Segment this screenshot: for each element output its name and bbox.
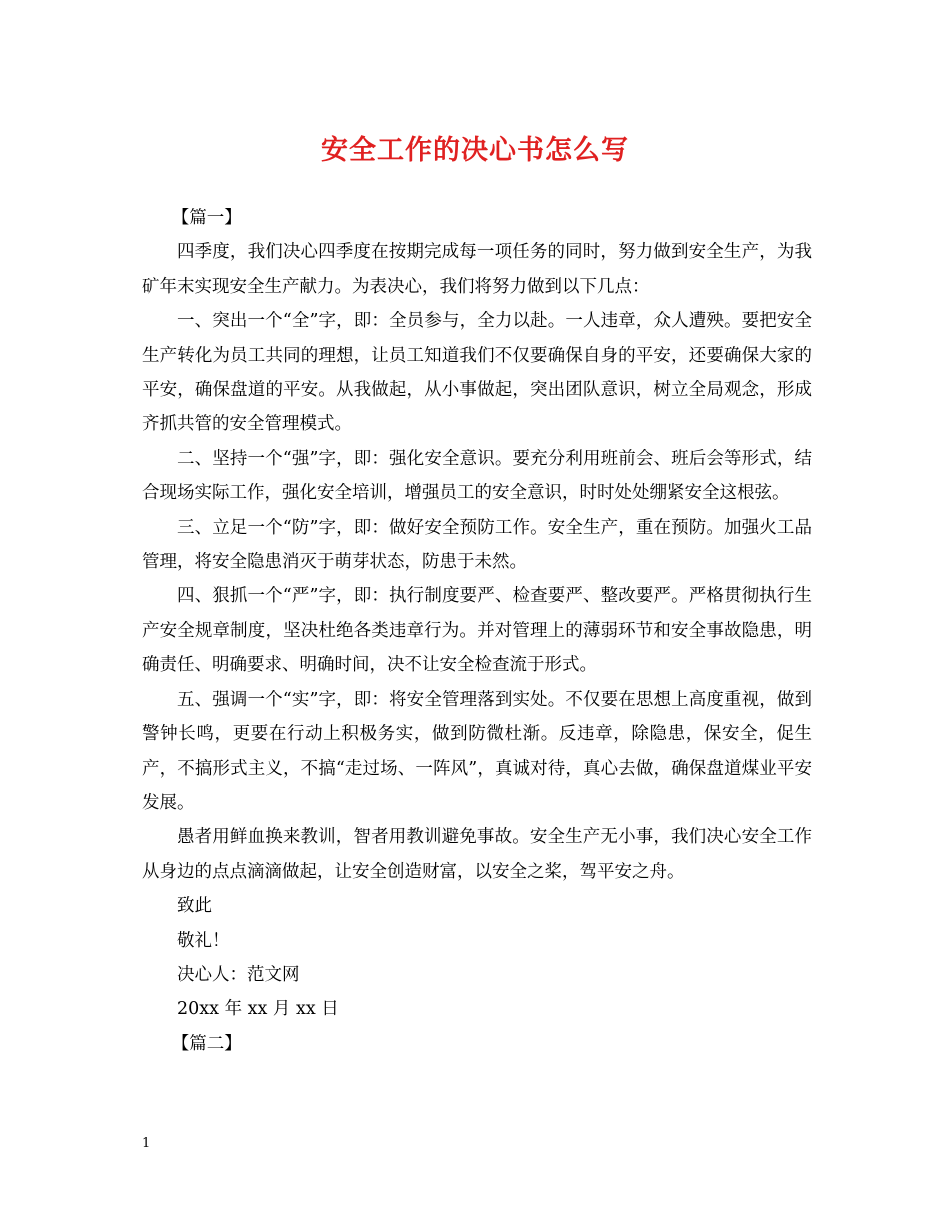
signature-line: 决心人：范文网 <box>177 964 300 985</box>
paragraph: 五、强调一个“实”字，即：将安全管理落到实处。不仅要在思想上高度重视，做到警钟长鸣，更要在行动上积极务实，做到防微杜渐。反违章，除隐患，保安全，促生产，不搞形式主义，不搞“走过场、一阵风”，真诚对待，真心去做，确保盘道煤业平安发展。 <box>142 689 812 813</box>
document-body <box>142 201 812 1061</box>
paragraph: 四季度，我们决心四季度在按期完成每一项任务的同时，努力做到安全生产，为我矿年末实现安全生产献力。为表决心，我们将努力做到以下几点： <box>142 242 812 297</box>
paragraph: 愚者用鲜血换来教训，智者用教训避免事故。安全生产无小事，我们决心安全工作从身边的点点滴滴做起，让安全创造财富，以安全之桨，驾平安之舟。 <box>142 827 812 882</box>
section-one-heading: 【篇一】 <box>171 208 242 228</box>
paragraph: 四、狠抓一个“严”字，即：执行制度要严、检查要严、整改要严。严格贯彻执行生产安全规章制度，坚决杜绝各类违章行为。并对管理上的薄弱环节和安全事故隐患，明确责任、明确要求、明确时间，决不让安全检查流于形式。 <box>142 586 812 676</box>
closing-line: 致此 <box>177 896 212 917</box>
page-number: 1 <box>142 1136 151 1151</box>
paragraph: 三、立足一个“防”字，即：做好安全预防工作。安全生产，重在预防。加强火工品管理，将安全隐患消灭于萌芽状态，防患于未然。 <box>142 517 812 573</box>
document-title: 安全工作的决心书怎么写 <box>321 135 629 166</box>
date-line: 20xx 年 xx 月 xx 日 <box>177 999 339 1020</box>
paragraph: 一、突出一个“全”字，即：全员参与，全力以赴。一人违章，众人遭殃。要把安全生产转化为员工共同的理想，让员工知道我们不仅要确保自身的平安，还要确保大家的平安，确保盘道的平安。从我做起，从小事做起，突出团队意识，树立全局观念，形成齐抓共管的安全管理模式。 <box>142 311 812 435</box>
section-two-heading: 【篇二】 <box>171 1033 242 1054</box>
closing-salutation: 敬礼！ <box>177 930 230 951</box>
paragraph: 二、坚持一个“强”字，即：强化安全意识。要充分利用班前会、班后会等形式，结合现场实际工作，强化安全培训，增强员工的安全意识，时时处处绷紧安全这根弦。 <box>142 448 812 504</box>
